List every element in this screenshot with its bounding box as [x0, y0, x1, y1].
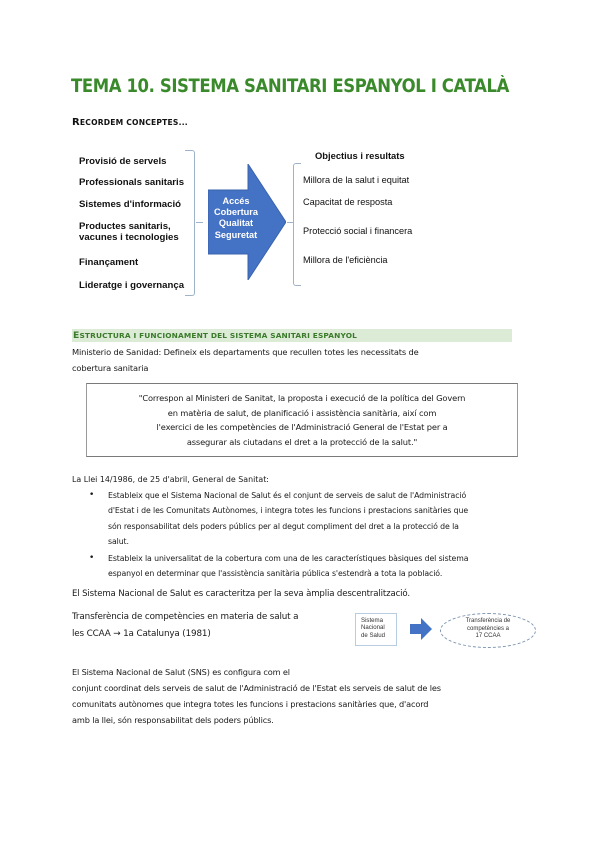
list-item: • Estableix la universalitat de la cobertura com una de les característiques bàsiques del sistema espanyol en determinar que l'assistència sanitària pública s'estendrà a tota la població. [89, 553, 469, 579]
input-item: Sistemes d'informació [79, 199, 181, 210]
output-item: Millora de l'eficiència [303, 255, 388, 265]
arrow-labels: Accés Cobertura Qualitat Seguretat [214, 196, 258, 240]
input-item: Provisió de servels [79, 156, 167, 167]
output-item: Millora de la salut i equitat [303, 175, 410, 185]
arrow-right-icon [410, 618, 432, 640]
input-item: vacunes i tecnologies [79, 232, 179, 243]
recap-heading: RECORDEM CONCEPTES... [72, 117, 188, 128]
left-bracket [185, 150, 195, 296]
ministerio-paragraph: Ministerio de Sanidad: Defineix els departaments que recullen totes les necessitats de cobertura sanitaria [72, 347, 419, 373]
output-item: Capacitat de resposta [303, 197, 393, 207]
outputs-title: Objectius i resultats [315, 150, 405, 161]
quote-text: "Correspon al Ministeri de Sanitat, la proposta i execució de la política del Govern en matèria de salut, de planificació i assistència sanitària, així com l'exercici de les competències de l'Administració General de l'Estat per a assegurar als ciutadans el dret a la protecció de la salut." [138, 393, 466, 447]
transfer-oval: Transferència de competències a 17 CCAA [440, 613, 536, 648]
input-item: Professionals sanitaris [79, 177, 185, 188]
left-bracket-tick [196, 222, 203, 223]
bullet-icon: • [89, 553, 95, 564]
decentralization-text: El Sistema Nacional de Salut es caracteritza per la seva àmplia descentralització. [72, 589, 410, 599]
input-item: Finançament [79, 257, 139, 268]
section-heading: ESTRUCTURA I FUNCIONAMENT DEL SISTEMA SANITARI ESPANYOL [73, 330, 358, 341]
right-bracket [293, 163, 301, 286]
input-item: Lideratge i governança [79, 280, 185, 291]
sns-box: Sistema Nacional de Salud [355, 613, 397, 646]
transfer-text: Transferència de competències en materia de salut a les CCAA → 1a Catalunya (1981) [72, 612, 299, 639]
law-title: La Llei 14/1986, de 25 d'abril, General de Sanitat: [72, 475, 269, 484]
law-bullet-list [72, 488, 522, 582]
input-item: Productes sanitaris, [79, 221, 171, 232]
bullet-icon: • [89, 490, 95, 500]
list-item: • Estableix que el Sistema Nacional de Salut és el conjunt de serveis de salut de l'Administració d'Estat i de les Comunitats Autònomes, i integra totes les funcions i prestacions sanitàries que són responsabilitat dels poders públics per al degut compliment del dret a la protecció de la salut. [89, 490, 469, 546]
health-system-diagram [0, 0, 600, 310]
sns-paragraph: El Sistema Nacional de Salut (SNS) es configura com el conjunt coordinat dels serveis de salut de l'Administració de l'Estat els serveis de salut de les comunitats autònomes que integra totes les funcions i prestacions sanitàries que, d'acord amb la llei, són responsabilitat dels poders públics. [72, 667, 441, 725]
page-title: TEMA 10. SISTEMA SANITARI ESPANYOL I CATALÀ [71, 75, 510, 97]
output-item: Protecció social i financera [303, 226, 413, 236]
